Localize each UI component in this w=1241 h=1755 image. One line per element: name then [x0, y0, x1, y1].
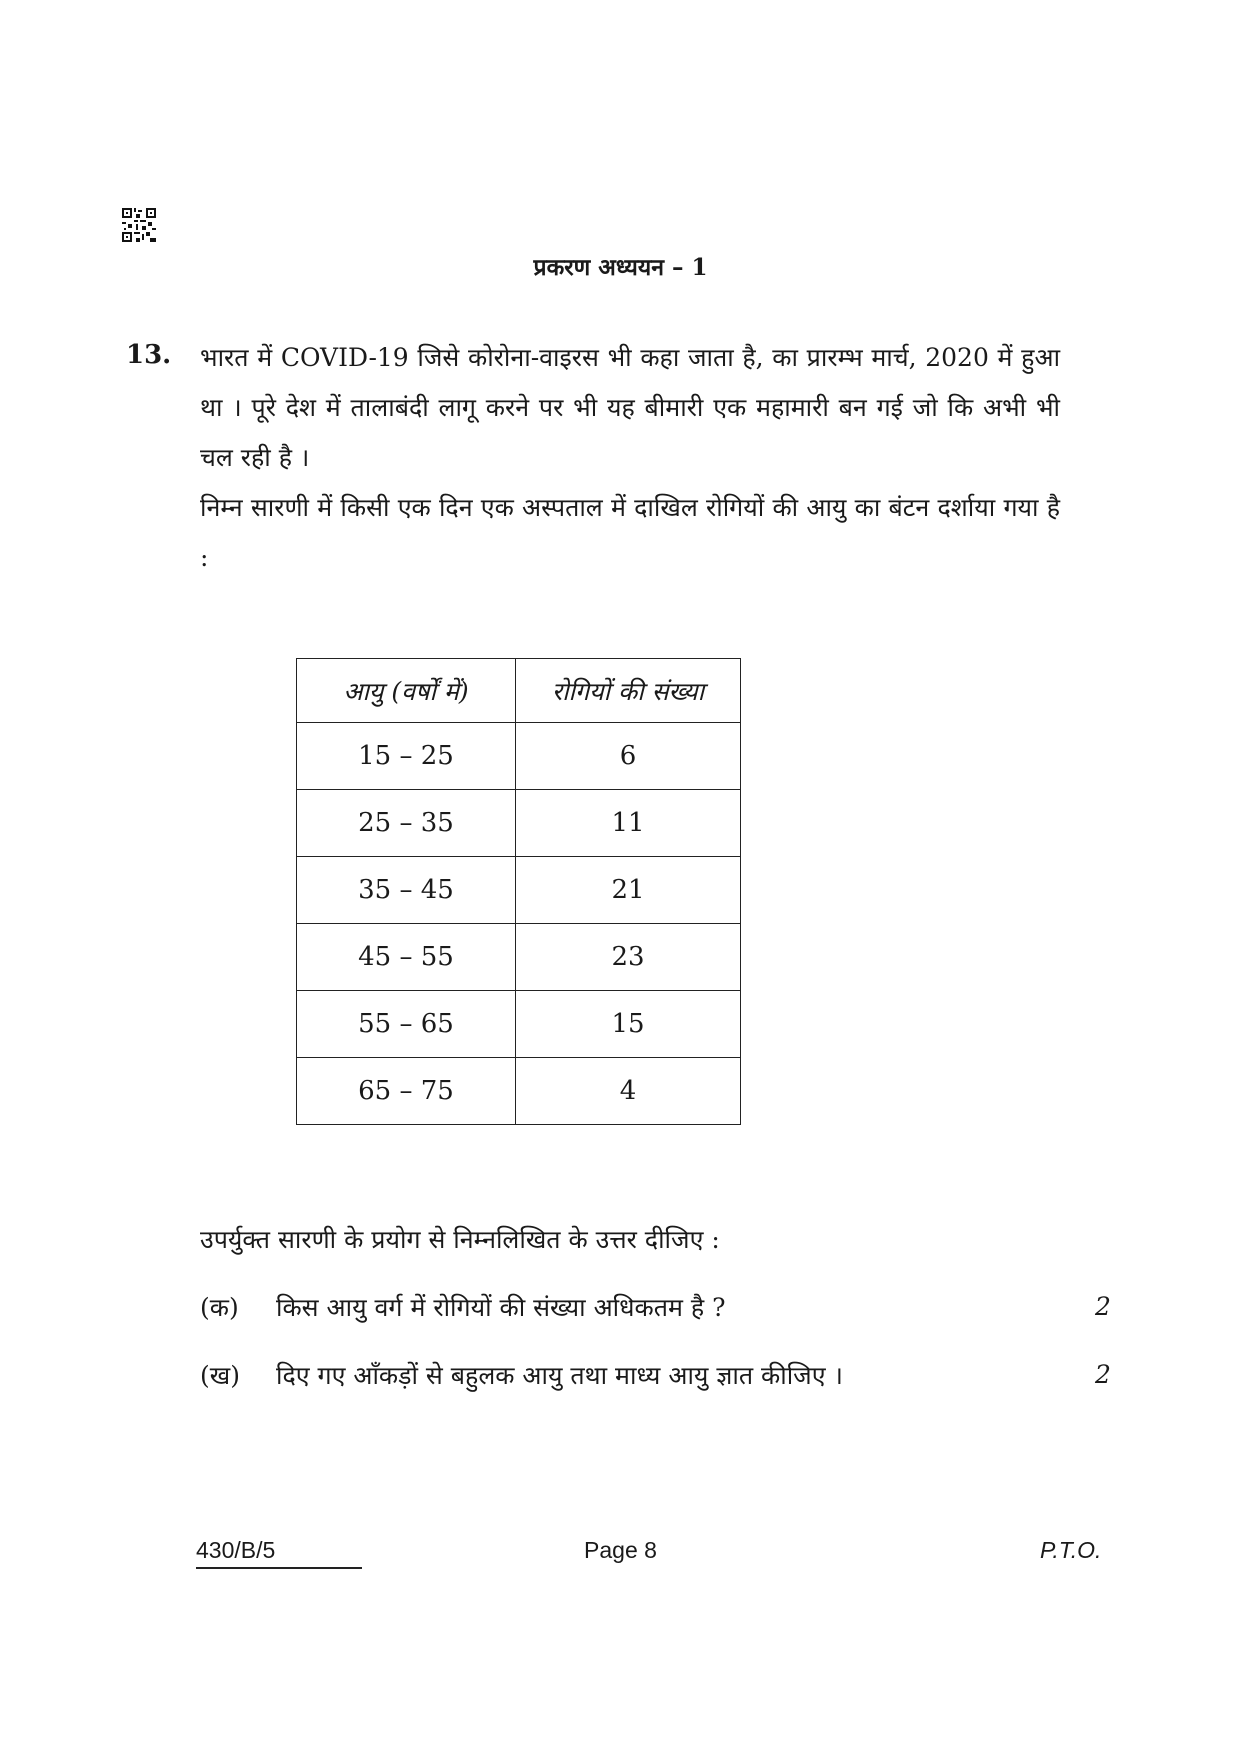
header-age: आयु (वर्षों में) — [297, 659, 516, 723]
age-distribution-table — [296, 658, 741, 1125]
count-cell: 11 — [516, 790, 741, 857]
header-patients: रोगियों की संख्या — [516, 659, 741, 723]
subquestion-label: (क) — [200, 1293, 239, 1322]
code-underline — [196, 1567, 362, 1569]
count-cell: 23 — [516, 924, 741, 991]
qr-code-icon — [122, 208, 156, 242]
age-cell: 65 – 75 — [297, 1058, 516, 1125]
subquestion-text: दिए गए आँकड़ों से बहुलक आयु तथा माध्य आयु ज्ञात कीजिए । — [276, 1361, 843, 1390]
question-number: 13. — [126, 340, 172, 370]
table-row — [297, 723, 741, 790]
page-number: Page 8 — [584, 1537, 657, 1563]
pto-label: P.T.O. — [1040, 1537, 1102, 1563]
subquestion-b — [200, 1358, 843, 1392]
age-cell: 35 – 45 — [297, 857, 516, 924]
age-cell: 45 – 55 — [297, 924, 516, 991]
age-cell: 25 – 35 — [297, 790, 516, 857]
table-row — [297, 991, 741, 1058]
subquestion-a — [200, 1290, 726, 1324]
age-cell: 15 – 25 — [297, 723, 516, 790]
age-cell: 55 – 65 — [297, 991, 516, 1058]
marks-b: 2 — [1095, 1360, 1111, 1389]
marks-a: 2 — [1095, 1292, 1111, 1321]
table-row — [297, 857, 741, 924]
paper-code: 430/B/5 — [196, 1537, 276, 1563]
count-cell: 6 — [516, 723, 741, 790]
table-header-row — [297, 659, 741, 723]
subquestion-text: किस आयु वर्ग में रोगियों की संख्या अधिकतम है ? — [276, 1293, 726, 1322]
subquestion-label: (ख) — [200, 1361, 240, 1390]
count-cell: 4 — [516, 1058, 741, 1125]
table-row — [297, 1058, 741, 1125]
question-paragraph-2: निम्न सारणी में किसी एक दिन एक अस्पताल में दाखिल रोगियों की आयु का बंटन दर्शाया गया है : — [200, 493, 1060, 572]
table-row — [297, 924, 741, 991]
count-cell: 21 — [516, 857, 741, 924]
instruction-text: उपर्युक्त सारणी के प्रयोग से निम्नलिखित के उत्तर दीजिए : — [200, 1225, 720, 1254]
count-cell: 15 — [516, 991, 741, 1058]
section-title: प्रकरण अध्ययन – 1 — [533, 254, 708, 281]
table-row — [297, 790, 741, 857]
question-paragraph-1: भारत में COVID-19 जिसे कोरोना-वाइरस भी कहा जाता है, का प्रारम्भ मार्च, 2020 में हुआ था । पूरे देश में तालाबंदी लागू करने पर भी यह बीमारी एक महामारी बन गई जो कि अभी भी चल रही है । — [200, 343, 1060, 472]
